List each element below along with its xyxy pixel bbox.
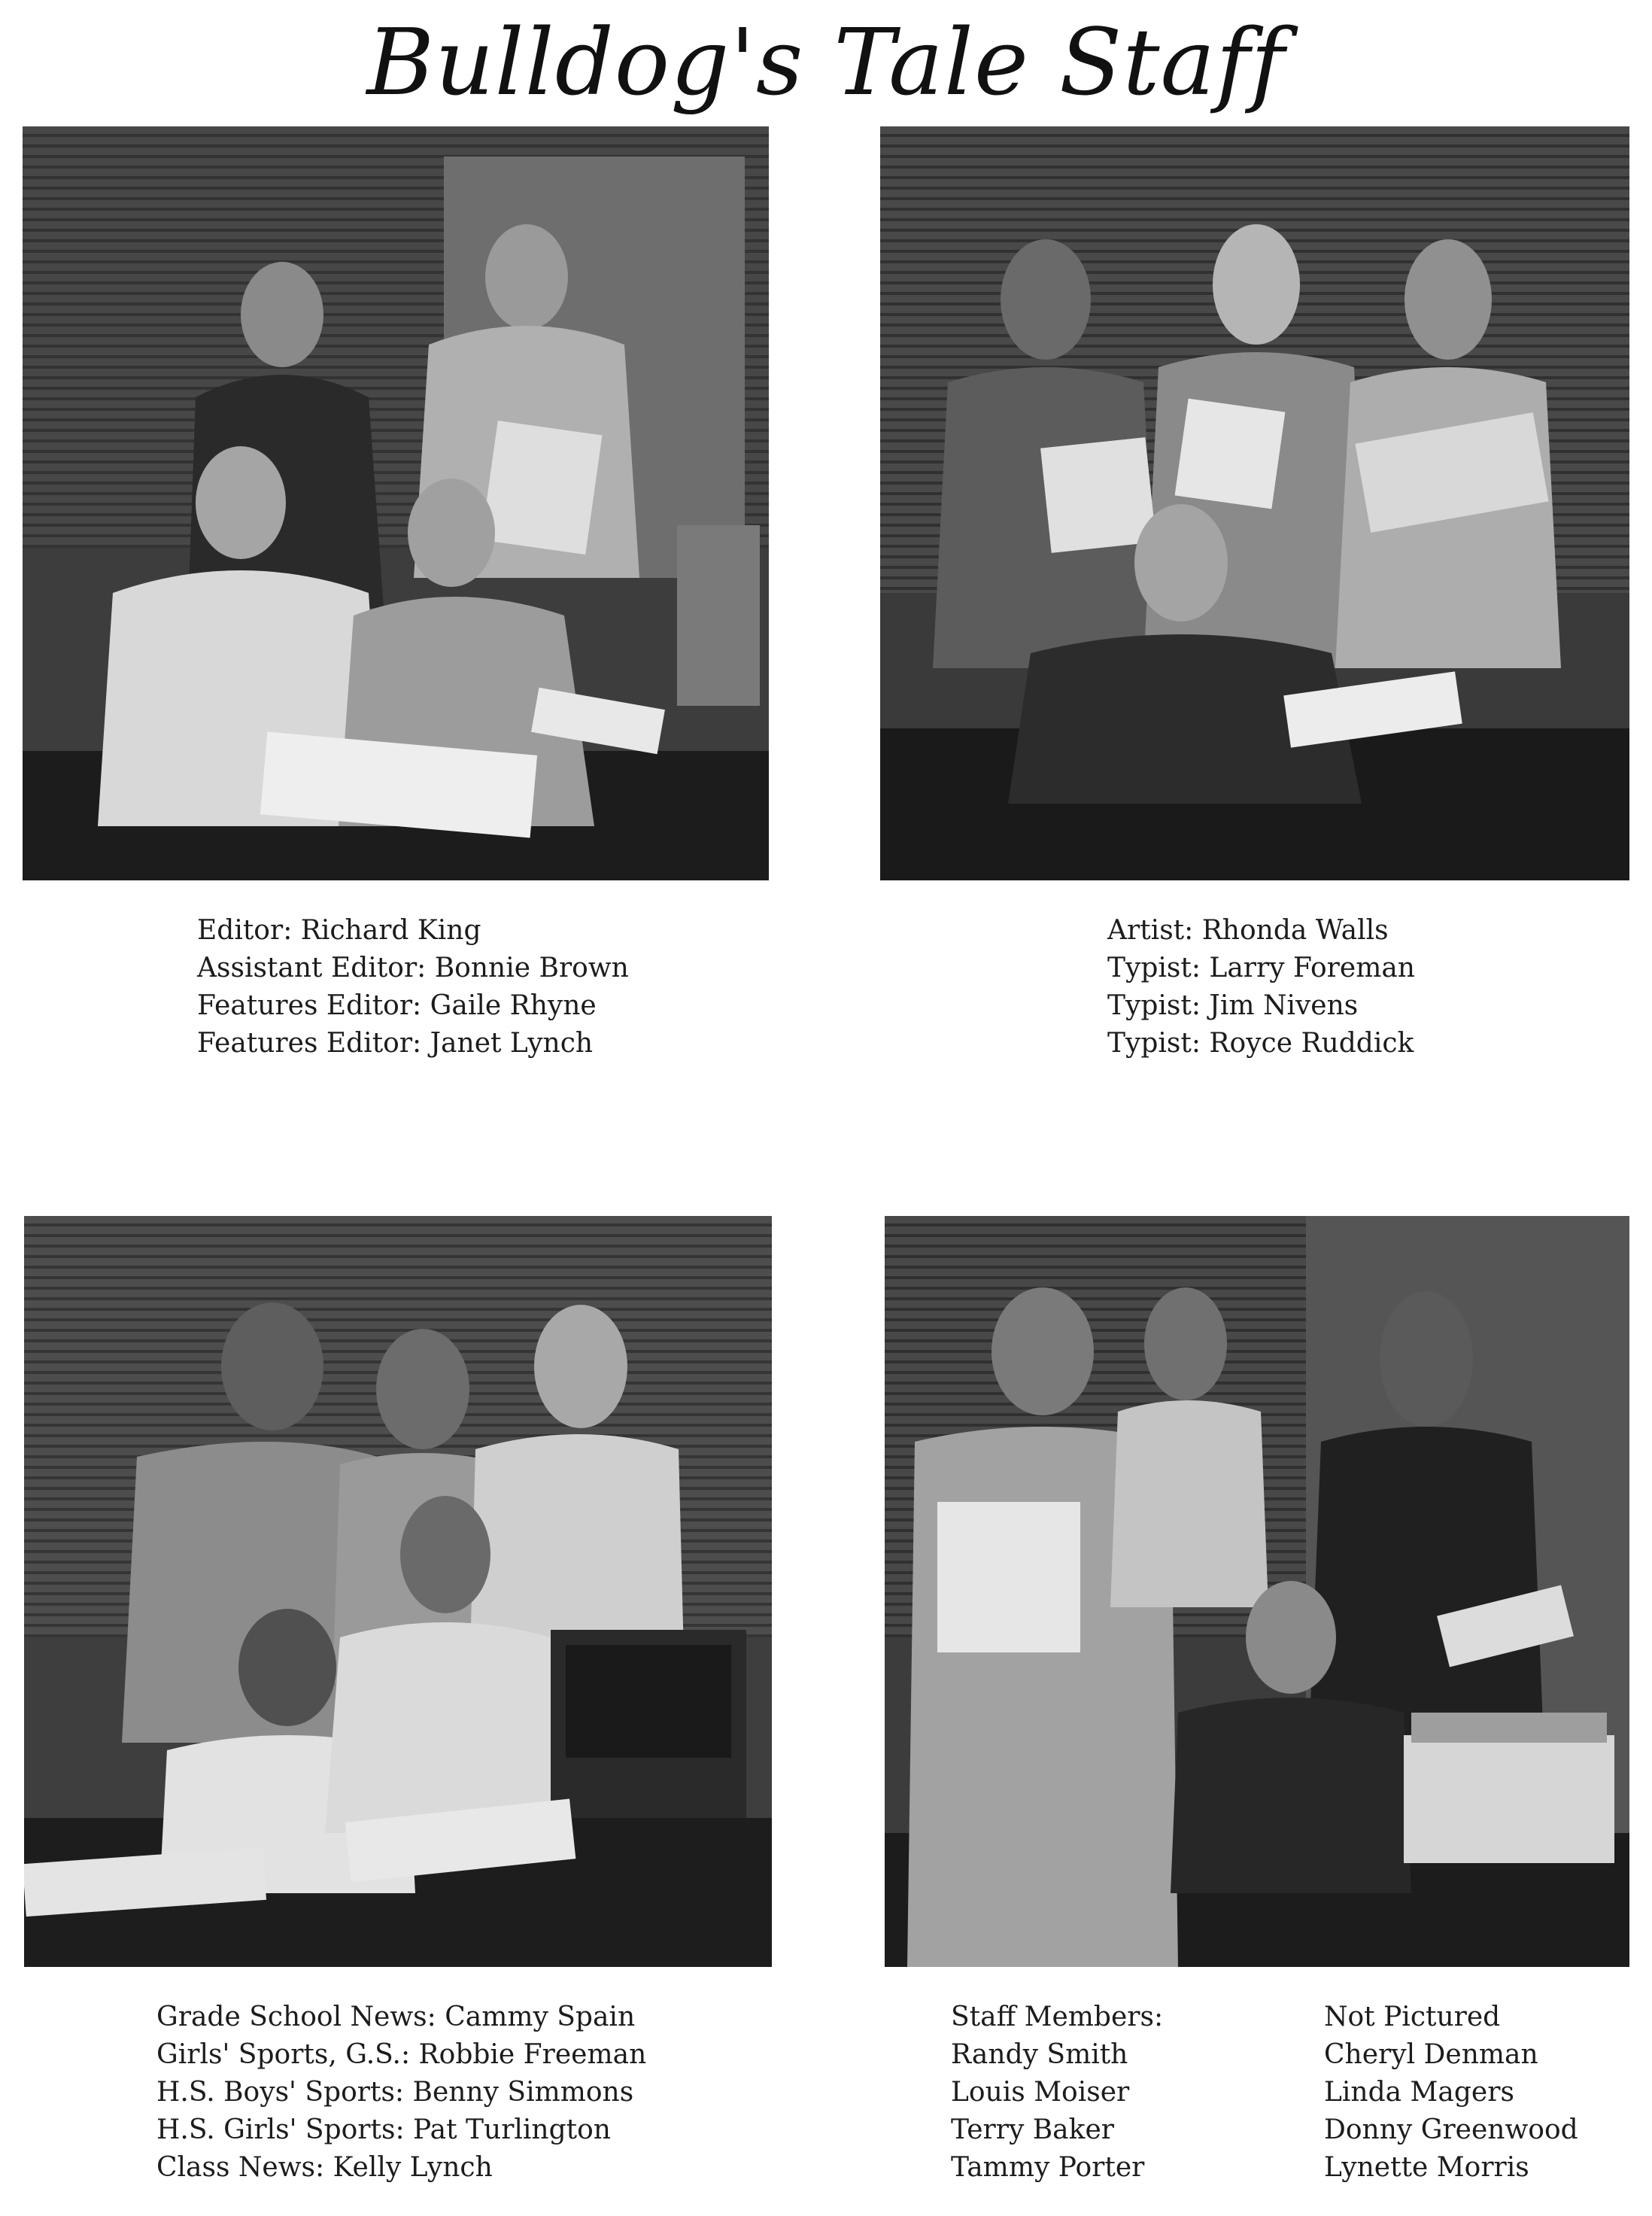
caption-editors [197, 912, 629, 1062]
caption-line: Donny Greenwood [1324, 2114, 1578, 2145]
caption-line: Typist: Royce Ruddick [1107, 1028, 1414, 1059]
caption-line: Tammy Porter [951, 2152, 1145, 2183]
caption-line: Terry Baker [951, 2114, 1114, 2145]
caption-typists [1107, 912, 1415, 1062]
caption-not-pictured [1324, 1999, 1578, 2187]
photo-writers-illustration [24, 1216, 772, 1967]
caption-line: Girls' Sports, G.S.: Robbie Freeman [156, 2039, 647, 2070]
caption-writers [156, 1999, 646, 2187]
caption-line: Editor: Richard King [197, 915, 481, 946]
caption-staff-members [951, 1999, 1163, 2187]
caption-line: Features Editor: Janet Lynch [197, 1028, 594, 1059]
staff-photo-writers [24, 1216, 772, 1967]
caption-line: Typist: Larry Foreman [1107, 953, 1415, 983]
caption-line: Artist: Rhonda Walls [1107, 915, 1389, 946]
photo-members-illustration [885, 1216, 1629, 1967]
caption-heading: Staff Members: [951, 2002, 1164, 2032]
caption-line: Class News: Kelly Lynch [156, 2152, 493, 2183]
page-title: Bulldog's Tale Staff [366, 9, 1286, 116]
caption-heading: Not Pictured [1324, 2002, 1501, 2032]
staff-photo-editors [23, 126, 769, 880]
caption-line: Assistant Editor: Bonnie Brown [197, 953, 629, 983]
caption-line: Cheryl Denman [1324, 2039, 1538, 2070]
caption-line: Randy Smith [951, 2039, 1128, 2070]
caption-line: Linda Magers [1324, 2077, 1514, 2108]
caption-line: H.S. Girls' Sports: Pat Turlington [156, 2114, 611, 2145]
caption-line: Lynette Morris [1324, 2152, 1529, 2183]
caption-line: Grade School News: Cammy Spain [156, 2002, 636, 2032]
caption-line: Typist: Jim Nivens [1107, 990, 1359, 1021]
photo-typists-illustration [880, 126, 1629, 880]
caption-line: H.S. Boys' Sports: Benny Simmons [156, 2077, 634, 2108]
caption-line: Louis Moiser [951, 2077, 1130, 2108]
staff-photo-members [885, 1216, 1629, 1967]
staff-photo-typists [880, 126, 1629, 880]
caption-line: Features Editor: Gaile Rhyne [197, 990, 597, 1021]
photo-editors-illustration [23, 126, 769, 880]
